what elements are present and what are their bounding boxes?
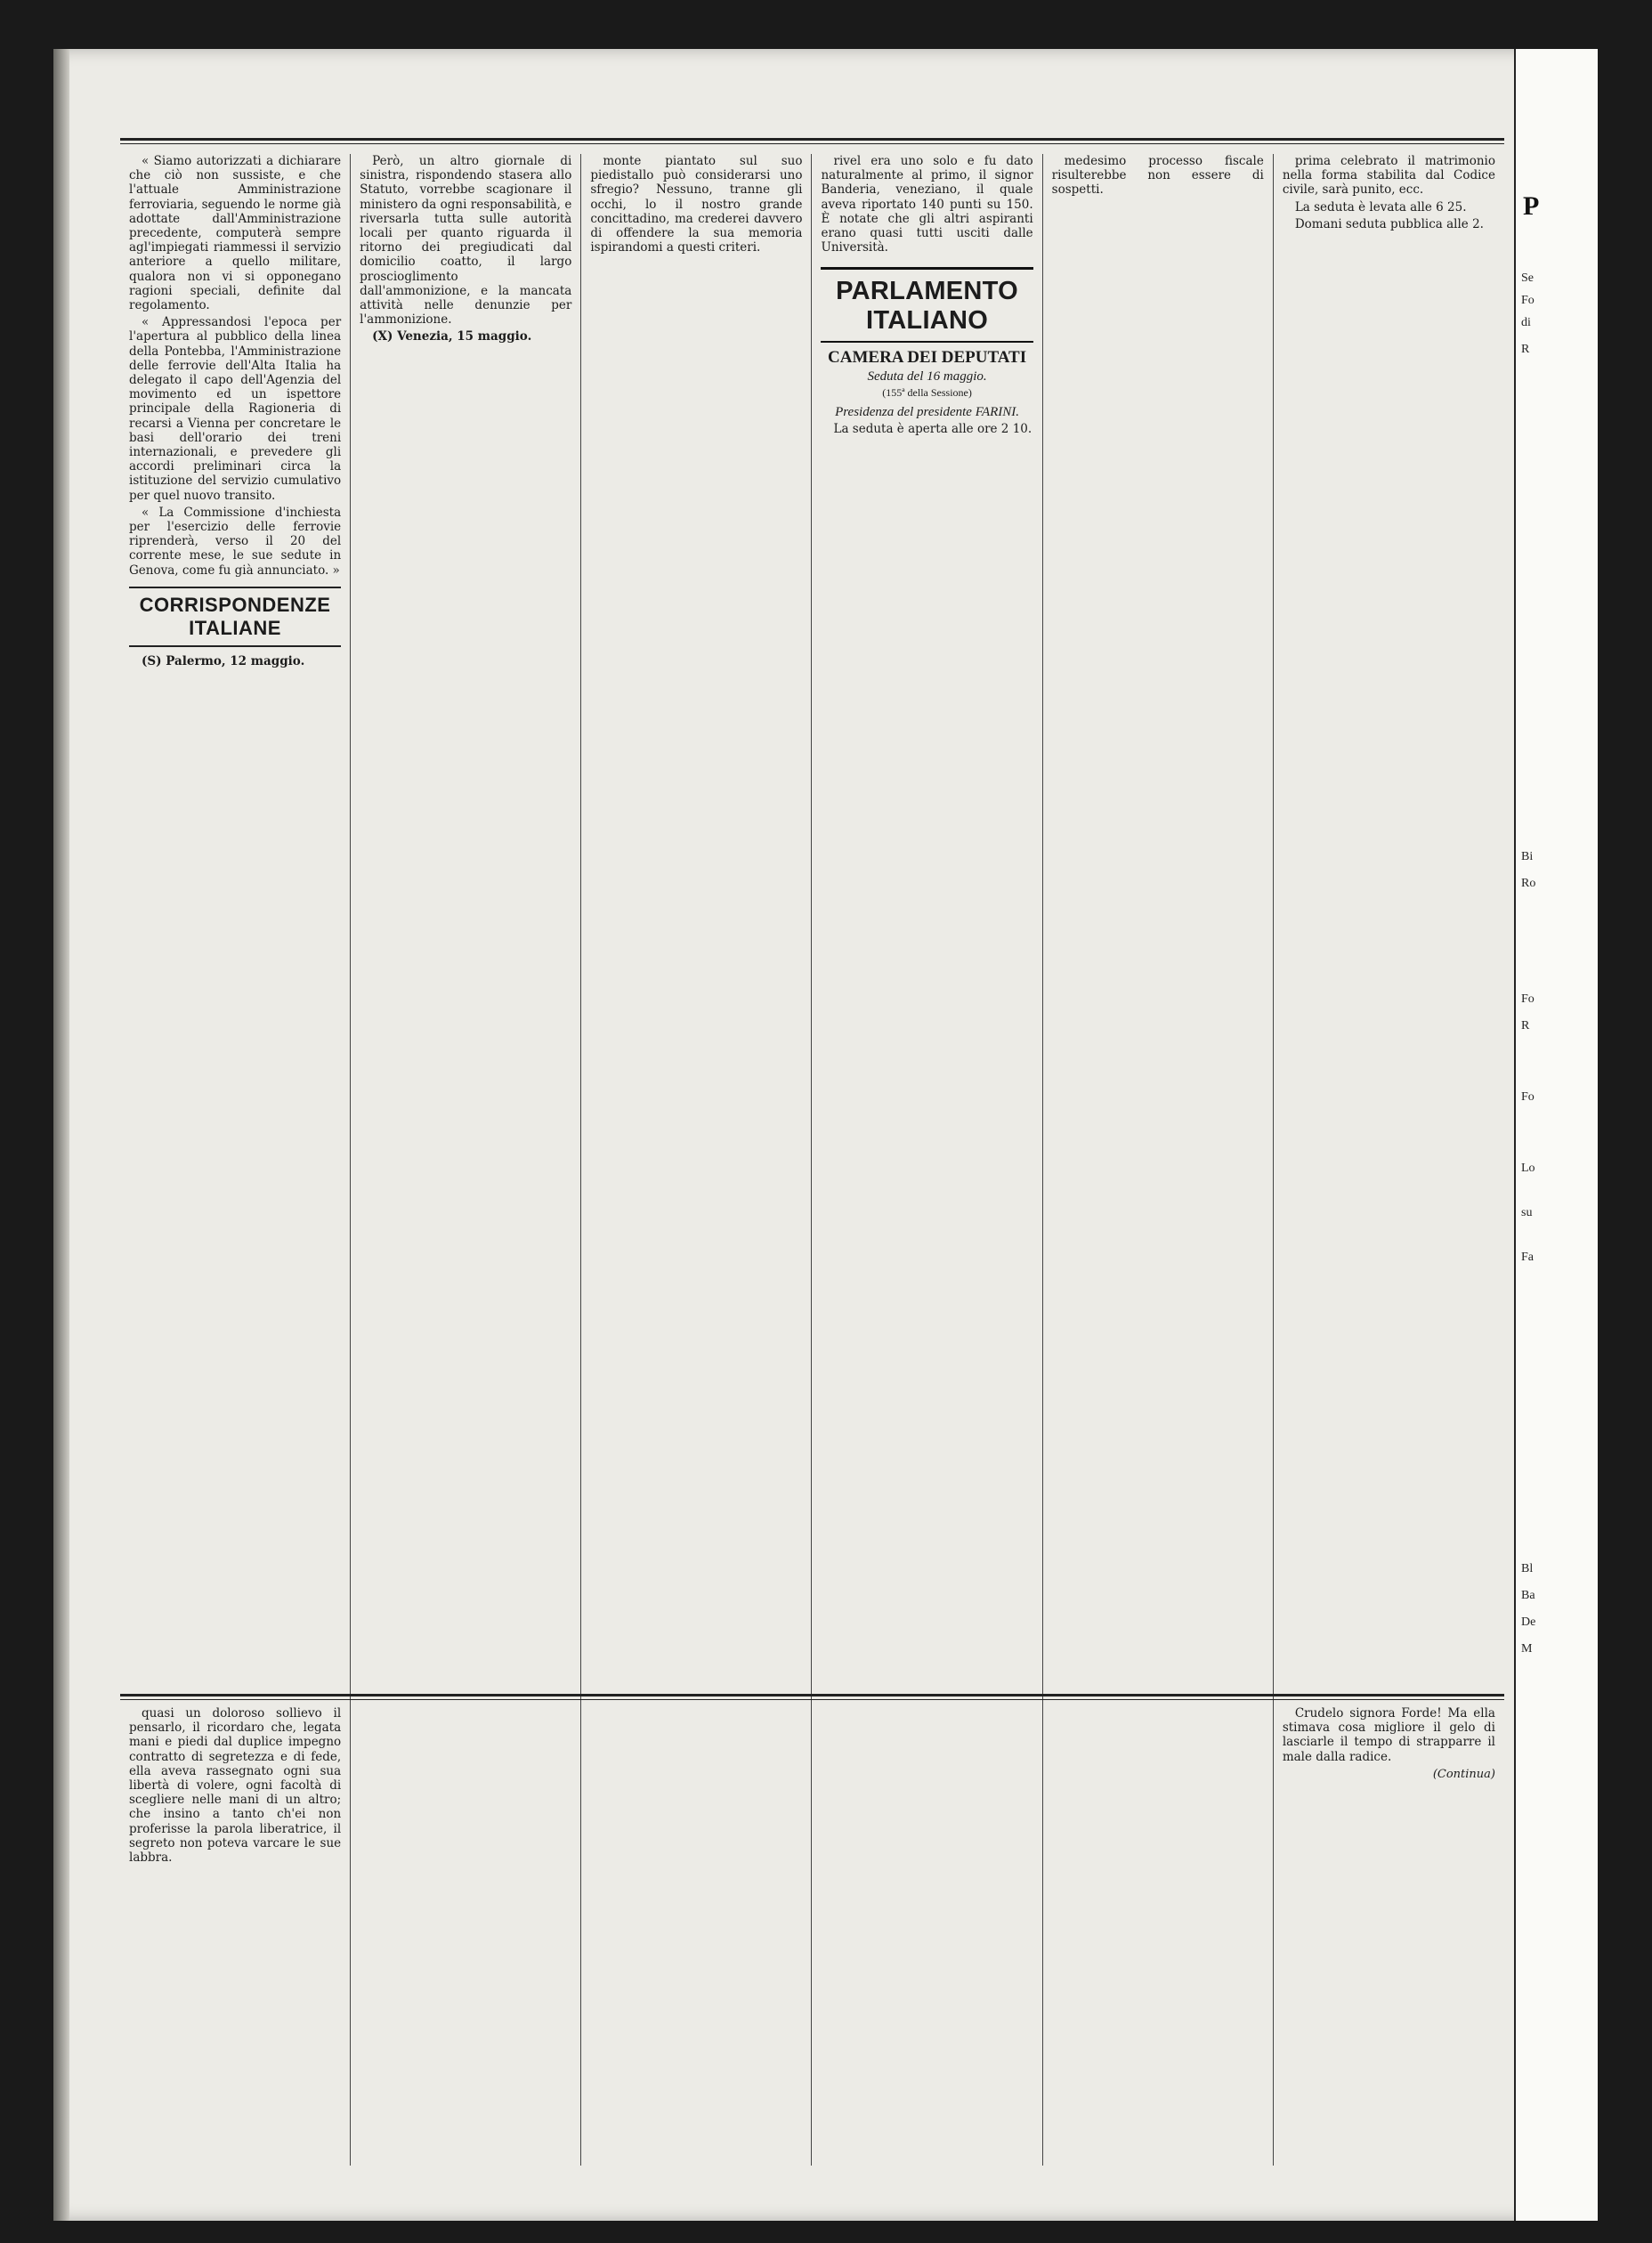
top-rule-thin <box>120 143 1504 144</box>
paragraph: « La Commissione d'inchiesta per l'esercizio delle ferrovie riprenderà, verso il 20 del corrente mese, le sue sedute in Genova, come fu già annunciato. » <box>129 505 342 578</box>
strip-fragment: Fo <box>1521 294 1535 307</box>
strip-fragment: Ro <box>1521 877 1536 890</box>
strip-fragment: Fo <box>1521 1090 1535 1104</box>
page-fold-shadow <box>53 49 69 2221</box>
strip-fragment: Bi <box>1521 850 1534 863</box>
paragraph: Crudelo signora Forde! Ma ella stimava cosa migliore il gelo di lasciarle il tempo di strapparre il male dalla radice. <box>1282 1706 1495 1764</box>
paragraph: monte piantato sul suo piedistallo può considerarsi uno sfregio? Nessuno, tranne gli occhi, lo il nostro grande concittadino, ma crederei davvero di offendere la sua memoria ispirandomi a questi criteri. <box>590 154 803 255</box>
paragraph: Domani seduta pubblica alle 2. <box>1294 216 1484 231</box>
presidency: Presidenza del presidente FARINI. <box>835 405 1020 420</box>
feuilleton-column-4 <box>812 1706 1042 2125</box>
paragraph: La seduta è aperta alle ore 2 10. <box>833 422 1032 437</box>
dateline-text: (S) Palermo, 12 maggio. <box>142 653 305 668</box>
strip-fragment: M <box>1521 1642 1533 1656</box>
paragraph: quasi un doloroso sollievo il pensarlo, il ricordaro che, legata mani e piedi dal duplice impegno contratto di segretezza e di fede, ella aveva rassegnato ogni sua libertà di volere, ogni facoltà di scegliere nelle mani di un altro; che insino a tanto ch'ei non proferisse la parola liberatrice, il segreto non poteva varcare le sue labbra. <box>129 1706 342 1866</box>
paragraph: « Siamo autorizzati a dichiarare che ciò non sussiste, e che l'attuale Amministrazione ferroviaria, seguendo le norme già adottate dall'Amministrazione precedente, computerà sempre agl'impiegati riammessi il servizio anteriore a quello militare, qualora non vi si opponegano ragioni speciali, definite dal regolamento. <box>129 154 342 313</box>
dateline-text: (X) Venezia, 15 maggio. <box>372 329 532 344</box>
strip-fragment: su <box>1521 1206 1533 1219</box>
paragraph: La seduta è levata alle 6 25. <box>1294 199 1467 215</box>
dateline <box>129 654 341 668</box>
strip-fragment: di <box>1521 316 1531 329</box>
section-heading: CORRISPONDENZE ITALIANE <box>129 587 341 647</box>
parliament-title: PARLAMENTO ITALIANO <box>821 267 1032 343</box>
feuilleton-column-6 <box>1274 1706 1504 2125</box>
feuilleton-column-5 <box>1043 1706 1274 2125</box>
strip-fragment: Lo <box>1521 1162 1535 1175</box>
feuilleton-column-3 <box>581 1706 812 2125</box>
feuilleton-column-1 <box>120 1706 351 2125</box>
session-number: (155ª della Sessione) <box>882 386 972 400</box>
chamber-title: CAMERA DEI DEPUTATI <box>828 348 1027 368</box>
paragraph: prima celebrato il matrimonio nella forma stabilita dal Codice civile, sarà punito, ecc. <box>1282 154 1495 198</box>
paragraph: Però, un altro giornale di sinistra, rispondendo stasera allo Statuto, vorrebbe scagionare il ministero da ogni responsabilità, e riversarla tutta sulle autorità locali per quanto riguarda il ritorno dei pregiudicati dal domicilio coatto, il largo proscioglimento dall'ammonizione, e la mancata attività nelle denunzie per l'ammonizione. <box>360 154 572 328</box>
paragraph: medesimo processo fiscale risulterebbe non essere di sospetti. <box>1051 154 1264 198</box>
adjacent-page-strip <box>1514 49 1598 2221</box>
strip-fragment: Fo <box>1521 992 1535 1006</box>
paragraph: « Appressandosi l'epoca per l'apertura al pubblico della linea della Pontebba, l'Amministrazione delle ferrovie dell'Alta Italia ha delegato il capo dell'Agenzia del movimento ed un ispettore principale della Ragioneria di recarsi a Vienna per concretare le basi dell'orario dei treni internazionali, e prevedere gli accordi preliminari circa la istituzione del servizio cumulativo per quel nuovo transito. <box>129 315 342 503</box>
strip-fragment: R <box>1521 1019 1530 1032</box>
strip-fragment: Bl <box>1521 1562 1534 1575</box>
strip-fragment: Ba <box>1521 1589 1535 1602</box>
newspaper-page <box>53 49 1598 2221</box>
continua-label: (Continua) <box>1432 1767 1495 1781</box>
feuilleton-rule <box>120 1694 1504 1696</box>
strip-fragment: Se <box>1521 271 1534 285</box>
paragraph: rivel era uno solo e fu dato naturalmente al primo, il signor Banderia, veneziano, il quale aveva riportato 140 punti su 150. È notate che gli altri aspiranti erano quasi tutti usciti dalle Università. <box>821 154 1033 255</box>
top-rule <box>120 138 1504 141</box>
session-date: Seduta del 16 maggio. <box>867 369 987 385</box>
feuilleton-columns <box>120 1706 1504 2125</box>
strip-fragment: Fa <box>1521 1251 1534 1264</box>
dateline <box>360 329 571 344</box>
strip-letter: P <box>1523 191 1540 221</box>
feuilleton-column-2 <box>351 1706 581 2125</box>
feuilleton-rule-thin <box>120 1699 1504 1700</box>
strip-fragment: De <box>1521 1615 1536 1629</box>
strip-fragment: R <box>1521 343 1530 356</box>
